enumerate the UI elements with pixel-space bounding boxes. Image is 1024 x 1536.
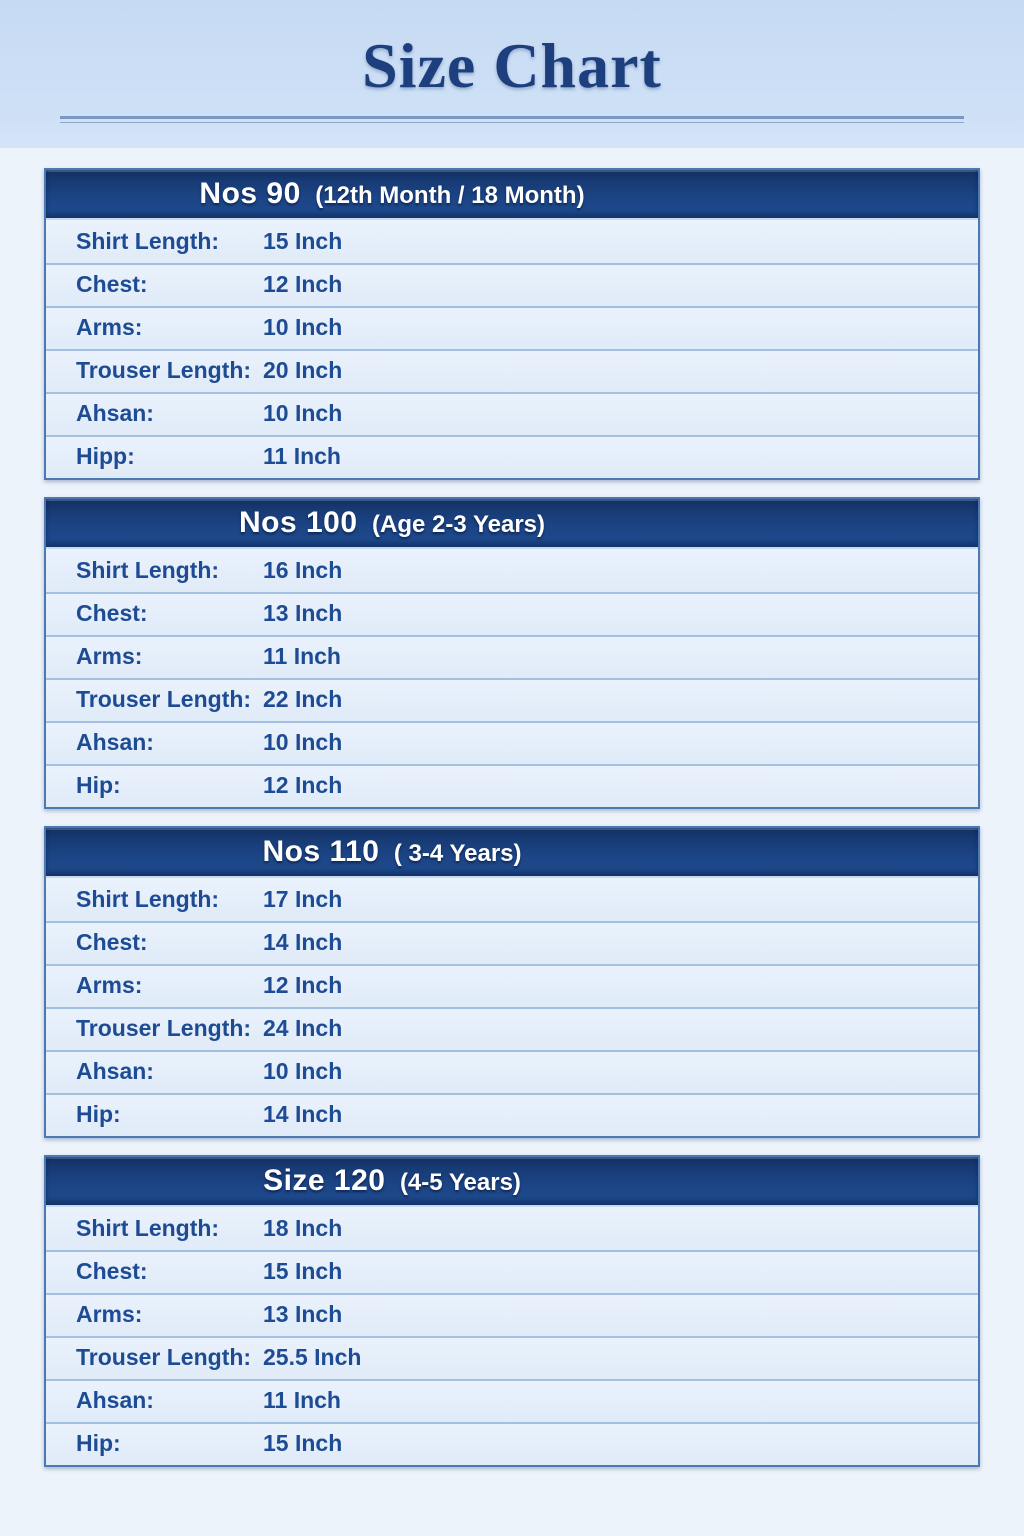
measurement-value: 15 Inch xyxy=(263,1258,343,1284)
measurement-value: 13 Inch xyxy=(263,1301,343,1327)
measurement-label: Trouser Length: xyxy=(76,357,252,383)
measurement-row xyxy=(46,1336,978,1379)
measurement-value: 10 Inch xyxy=(263,1058,343,1084)
measurement-row xyxy=(46,921,978,964)
measurement-value: 10 Inch xyxy=(263,314,343,340)
card-header-size-120 xyxy=(46,1157,978,1207)
card-header-nos-110 xyxy=(46,828,978,878)
measurement-label: Ahsan: xyxy=(76,729,154,755)
measurement-value: 15 Inch xyxy=(263,228,343,254)
measurement-label: Ahsan: xyxy=(76,400,154,426)
size-card-120 xyxy=(44,1155,980,1467)
card-body xyxy=(46,1207,978,1465)
size-age-range: (4-5 Years) xyxy=(399,1169,521,1196)
measurement-value: 16 Inch xyxy=(263,557,343,583)
title-underline xyxy=(60,116,964,123)
measurement-value: 25.5 Inch xyxy=(263,1344,362,1370)
measurement-row xyxy=(46,964,978,1007)
measurement-label: Chest: xyxy=(76,271,148,297)
measurement-value: 14 Inch xyxy=(263,1101,343,1127)
size-age-range: ( 3-4 Years) xyxy=(393,840,522,867)
measurement-row xyxy=(46,435,978,478)
measurement-value: 24 Inch xyxy=(263,1015,343,1041)
measurement-label: Shirt Length: xyxy=(76,886,220,912)
measurement-row xyxy=(46,1007,978,1050)
page-title: Size Chart xyxy=(362,30,662,101)
size-name: Nos 90 xyxy=(199,177,301,210)
measurement-value: 17 Inch xyxy=(263,886,343,912)
measurement-row xyxy=(46,549,978,592)
measurement-row xyxy=(46,306,978,349)
measurement-label: Arms: xyxy=(76,314,143,340)
measurement-value: 10 Inch xyxy=(263,400,343,426)
measurement-label: Chest: xyxy=(76,600,148,626)
size-name: Nos 110 xyxy=(262,835,380,868)
measurement-row xyxy=(46,1207,978,1250)
measurement-row xyxy=(46,392,978,435)
measurement-label: Shirt Length: xyxy=(76,557,220,583)
measurement-row xyxy=(46,349,978,392)
measurement-value: 13 Inch xyxy=(263,600,343,626)
measurement-value: 12 Inch xyxy=(263,972,343,998)
card-body xyxy=(46,220,978,478)
measurement-row xyxy=(46,1250,978,1293)
measurement-row xyxy=(46,1422,978,1465)
size-name: Size 120 xyxy=(263,1164,386,1197)
measurement-row xyxy=(46,1050,978,1093)
measurement-value: 12 Inch xyxy=(263,772,343,798)
size-chart-content xyxy=(0,148,1024,1467)
measurement-label: Arms: xyxy=(76,1301,143,1327)
card-header-nos-100 xyxy=(46,499,978,549)
measurement-label: Hipp: xyxy=(76,443,135,469)
size-name: Nos 100 xyxy=(238,506,358,539)
measurement-row xyxy=(46,1293,978,1336)
measurement-label: Trouser Length: xyxy=(76,1344,252,1370)
measurement-label: Ahsan: xyxy=(76,1058,154,1084)
measurement-label: Chest: xyxy=(76,929,148,955)
measurement-value: 12 Inch xyxy=(263,271,343,297)
size-card-nos-110 xyxy=(44,826,980,1138)
measurement-row xyxy=(46,1379,978,1422)
measurement-row xyxy=(46,678,978,721)
size-age-range: (12th Month / 18 Month) xyxy=(315,182,585,209)
size-age-range: (Age 2-3 Years) xyxy=(372,511,545,538)
measurement-row xyxy=(46,592,978,635)
size-card-nos-100 xyxy=(44,497,980,809)
measurement-label: Hip: xyxy=(76,1430,121,1456)
measurement-row xyxy=(46,721,978,764)
measurement-value: 14 Inch xyxy=(263,929,343,955)
card-header-nos-90 xyxy=(46,170,978,220)
measurement-row xyxy=(46,263,978,306)
measurement-row xyxy=(46,635,978,678)
measurement-label: Shirt Length: xyxy=(76,1215,220,1241)
measurement-value: 20 Inch xyxy=(263,357,343,383)
measurement-label: Shirt Length: xyxy=(76,228,220,254)
card-body xyxy=(46,549,978,807)
measurement-value: 10 Inch xyxy=(263,729,343,755)
measurement-row xyxy=(46,1093,978,1136)
size-card-nos-90 xyxy=(44,168,980,480)
measurement-label: Hip: xyxy=(76,1101,121,1127)
measurement-label: Trouser Length: xyxy=(76,686,252,712)
measurement-value: 22 Inch xyxy=(263,686,343,712)
measurement-label: Arms: xyxy=(76,643,143,669)
measurement-value: 11 Inch xyxy=(263,443,341,469)
card-body xyxy=(46,878,978,1136)
measurement-label: Ahsan: xyxy=(76,1387,154,1413)
measurement-value: 11 Inch xyxy=(263,643,341,669)
measurement-row xyxy=(46,878,978,921)
measurement-row xyxy=(46,764,978,807)
measurement-label: Chest: xyxy=(76,1258,148,1284)
measurement-row xyxy=(46,220,978,263)
measurement-value: 11 Inch xyxy=(263,1387,341,1413)
title-band xyxy=(0,0,1024,148)
measurement-label: Trouser Length: xyxy=(76,1015,252,1041)
measurement-value: 18 Inch xyxy=(263,1215,343,1241)
measurement-label: Hip: xyxy=(76,772,121,798)
measurement-value: 15 Inch xyxy=(263,1430,343,1456)
measurement-label: Arms: xyxy=(76,972,143,998)
